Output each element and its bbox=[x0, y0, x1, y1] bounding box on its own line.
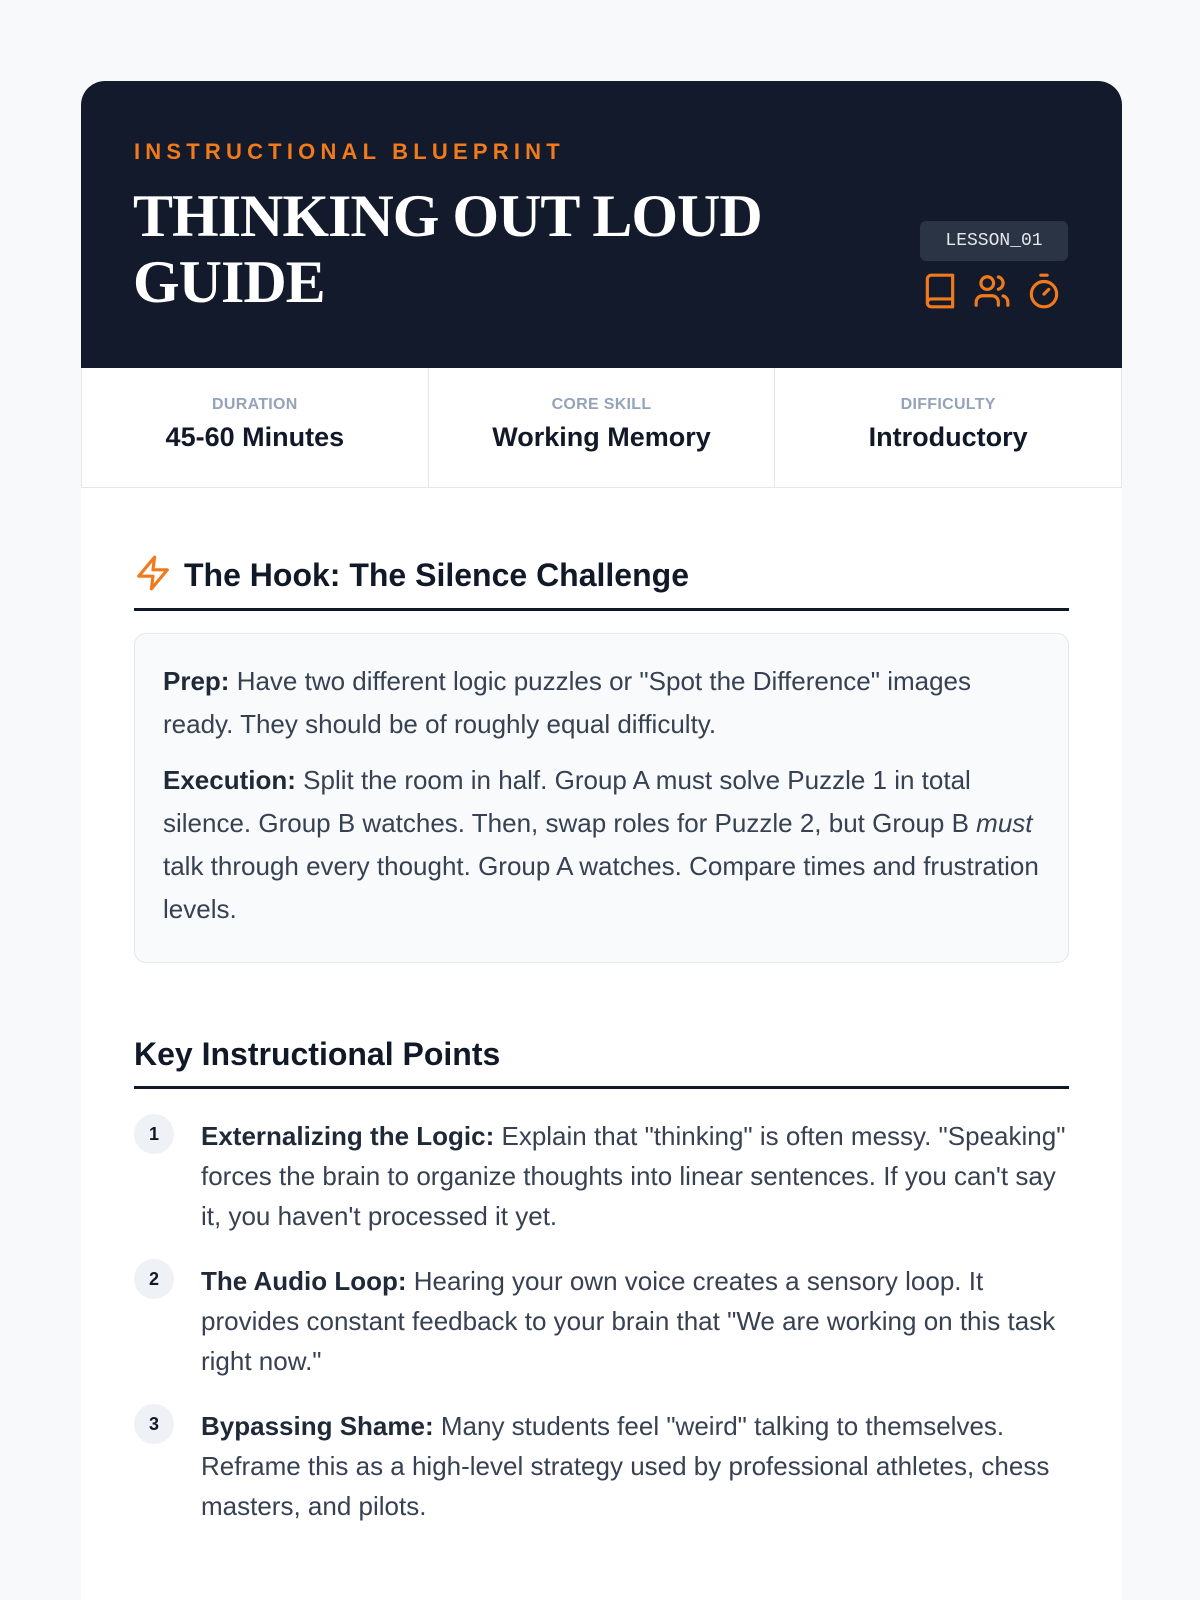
point-body: Many students feel "weird" talking to themselves. Reframe this as a high-level strategy used by professional athletes, chess masters, and pilots. bbox=[201, 1411, 1050, 1521]
prep-text: Have two different logic puzzles or "Spot the Difference" images ready. They should be of roughly equal difficulty. bbox=[163, 666, 972, 739]
book-icon bbox=[921, 272, 959, 310]
step-number-badge: 3 bbox=[134, 1404, 174, 1444]
point-body: Explain that "thinking" is often messy. "Speaking" forces the brain to organize thoughts into linear sentences. If you can't say it, you haven't processed it yet. bbox=[201, 1121, 1066, 1231]
meta-value: 45-60 Minutes bbox=[165, 422, 345, 452]
point-text bbox=[201, 1406, 1069, 1526]
header-icon-group bbox=[921, 272, 1063, 310]
hook-section-heading bbox=[134, 543, 1069, 611]
key-points-list bbox=[134, 1116, 1069, 1551]
meta-value: Introductory bbox=[868, 422, 1028, 452]
lesson-meta-row bbox=[81, 368, 1122, 488]
execution-text-continued: talk through every thought. Group A watches. Compare times and frustration levels. bbox=[163, 851, 1039, 924]
execution-emphasis: must bbox=[976, 808, 1033, 838]
meta-difficulty bbox=[775, 368, 1121, 487]
prep-label: Prep: bbox=[163, 666, 230, 696]
title-line-2: GUIDE bbox=[133, 249, 325, 315]
meta-core-skill bbox=[429, 368, 776, 487]
execution-text: Split the room in half. Group A must solve Puzzle 1 in total silence. Group B watches. Then, swap roles for Puzzle 2, but Group B bbox=[163, 765, 977, 838]
list-item bbox=[134, 1406, 1069, 1526]
meta-duration bbox=[82, 368, 429, 487]
point-text bbox=[201, 1261, 1069, 1381]
list-item bbox=[134, 1116, 1069, 1236]
meta-label: CORE SKILL bbox=[551, 396, 652, 413]
title-line-1: THINKING OUT LOUD bbox=[133, 183, 762, 249]
point-body: Hearing your own voice creates a sensory loop. It provides constant feedback to your brain that "We are working on this task right now." bbox=[201, 1266, 1056, 1376]
lesson-header bbox=[81, 81, 1122, 368]
meta-label: DIFFICULTY bbox=[900, 396, 996, 413]
step-number-badge: 2 bbox=[134, 1259, 174, 1299]
key-points-heading bbox=[134, 1023, 1069, 1089]
execution-paragraph bbox=[163, 759, 1040, 931]
list-item bbox=[134, 1261, 1069, 1381]
timer-icon bbox=[1025, 272, 1063, 310]
meta-value: Working Memory bbox=[492, 422, 711, 452]
lightning-icon bbox=[134, 554, 184, 597]
point-text bbox=[201, 1116, 1069, 1236]
step-number-badge: 1 bbox=[134, 1114, 174, 1154]
prep-paragraph bbox=[163, 660, 1040, 746]
lesson-card bbox=[81, 81, 1122, 1600]
users-icon bbox=[973, 272, 1011, 310]
execution-label: Execution: bbox=[163, 765, 296, 795]
page-title bbox=[133, 183, 833, 315]
key-points-title: Key Instructional Points bbox=[134, 1036, 501, 1072]
point-label: Externalizing the Logic: bbox=[201, 1121, 495, 1151]
hook-instructions-box bbox=[134, 633, 1069, 963]
eyebrow-label: INSTRUCTIONAL BLUEPRINT bbox=[134, 139, 565, 164]
point-label: The Audio Loop: bbox=[201, 1266, 407, 1296]
meta-label: DURATION bbox=[212, 396, 298, 413]
point-label: Bypassing Shame: bbox=[201, 1411, 434, 1441]
hook-title: The Hook: The Silence Challenge bbox=[184, 557, 689, 593]
lesson-badge: LESSON_01 bbox=[920, 221, 1068, 261]
